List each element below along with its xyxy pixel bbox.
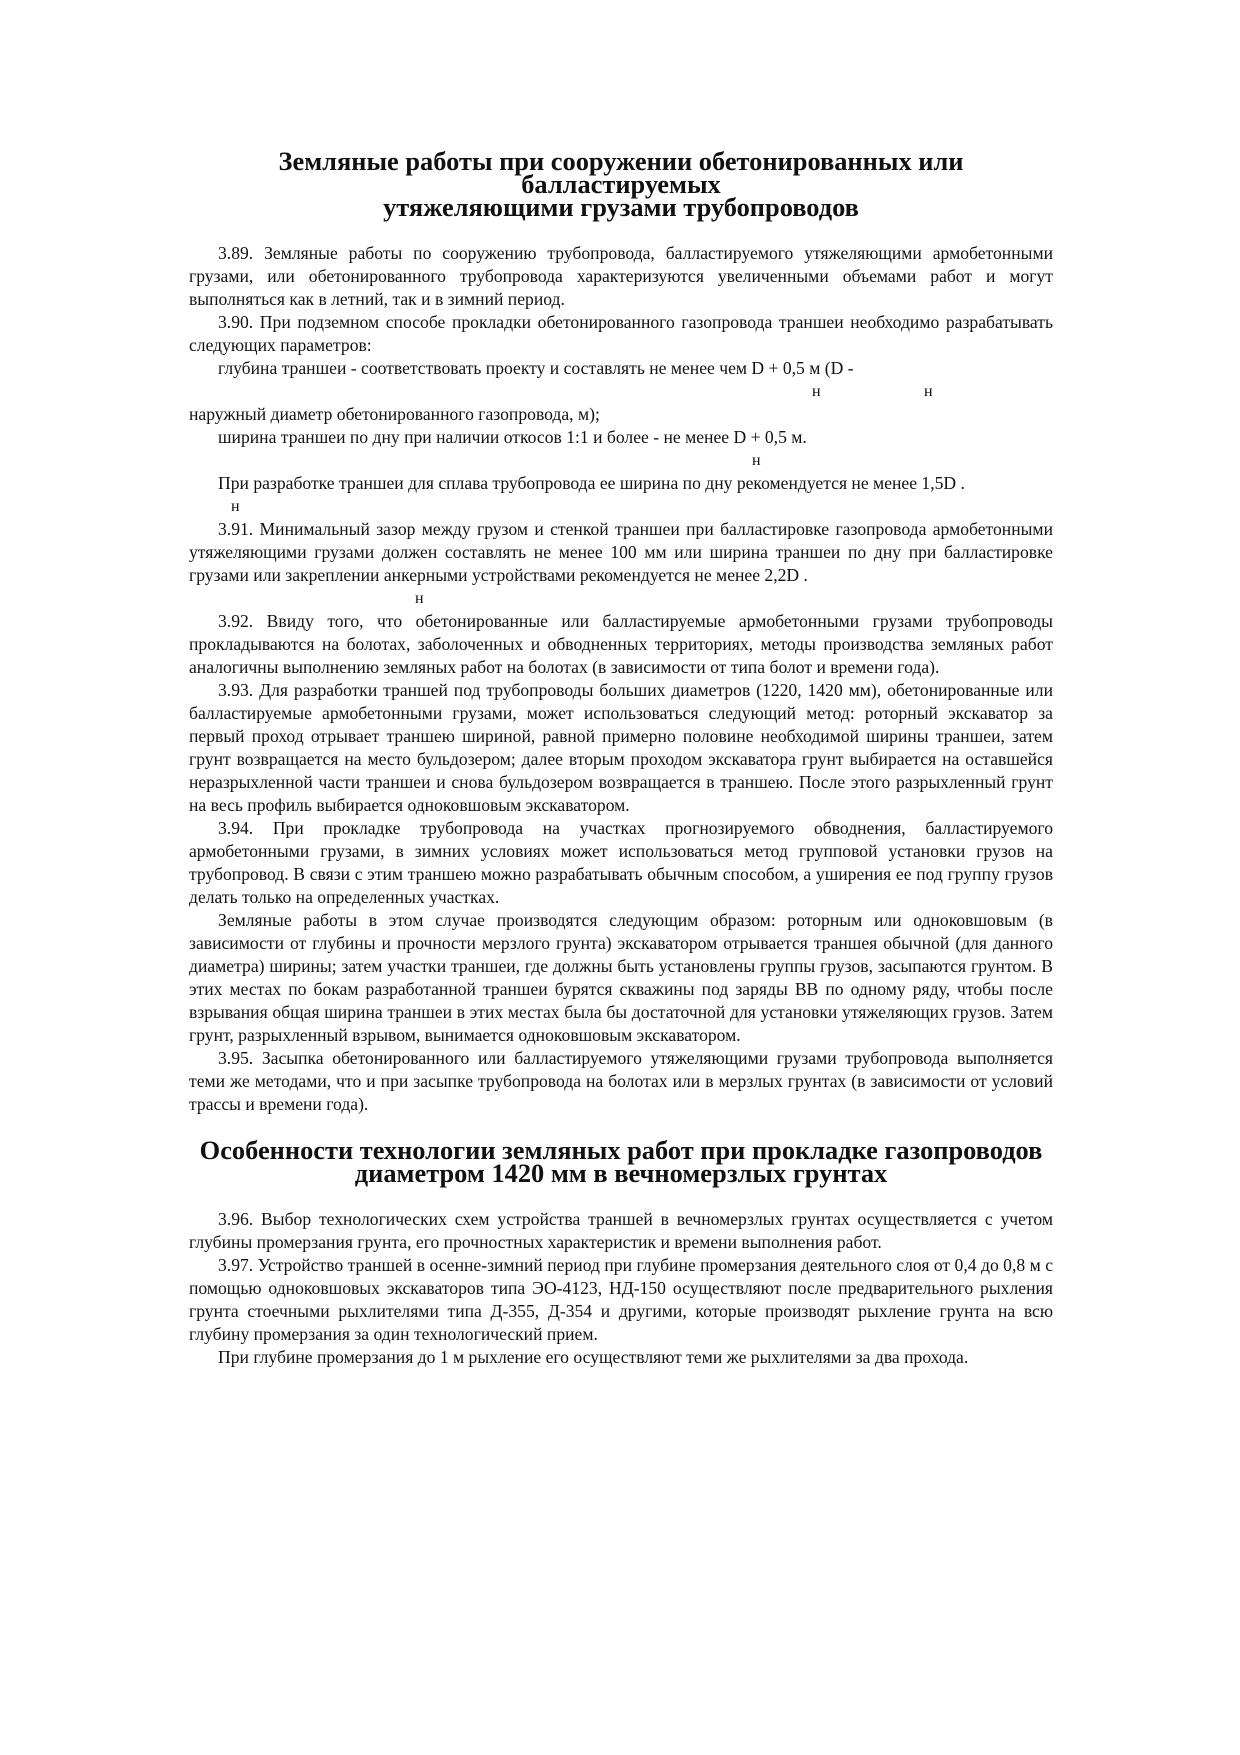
paragraph-trench-width: ширина траншеи по дну при наличии откосов 1:1 и более - не менее D + 0,5 м.: [218, 427, 807, 447]
section-title-line: утяжеляющими грузами трубопроводов: [383, 192, 859, 222]
section-title-ballasted-pipelines: [189, 146, 1053, 222]
section-title-permafrost: [189, 1135, 1053, 1188]
paragraph-3-91: 3.91. Минимальный зазор между грузом и стенкой траншеи при балластировке газопровода армобетонными утяжеляющими грузами должен составлять не менее 100 мм или ширина траншеи по дну при балластировке грузами или закреплении анкерными устройствами рекомендуется не менее 2,2D .: [189, 519, 1053, 585]
subscript-n: н: [231, 498, 240, 515]
subscript-n: н: [752, 452, 761, 469]
section-title-line: Земляные работы при сооружении обетонированных или балластируемых: [278, 146, 964, 199]
section-title-line: Особенности технологии земляных работ при прокладке газопроводов: [199, 1135, 1043, 1165]
subscript-line: [189, 495, 1053, 518]
document-page: [189, 146, 1053, 1369]
paragraph-3-92: 3.92. Ввиду того, что обетонированные или балластируемые армобетонными грузами трубопроводы прокладываются на болотах, заболоченных и обводненных территориях, методы производства земляных работ аналогичны выполнению земляных работ на болотах (в зависимости от типа болот и времени года).: [189, 611, 1053, 677]
subscript-line: [189, 449, 1053, 472]
paragraph-3-95: 3.95. Засыпка обетонированного или балластируемого утяжеляющими грузами трубопровода выполняется теми же методами, что и при засыпке трубопровода на болотах или в мерзлых грунтах (в зависимости от условий трассы и времени года).: [189, 1048, 1053, 1114]
paragraph-float-trench: При разработке траншеи для сплава трубопровода ее ширина по дну рекомендуется не менее 1,5D .: [218, 473, 965, 493]
paragraph-3-93: 3.93. Для разработки траншей под трубопроводы больших диаметров (1220, 1420 мм), обетонированные или балластируемые армобетонными грузами, может использоваться следующий метод: роторный экскаватор за первый проход отрывает траншею шириной, равной примерно половине необходимой ширины траншеи, затем грунт возвращается на место бульдозером; далее вторым проходом экскаватора грунт выбирается на оставшейся неразрыхленной части траншеи и снова бульдозером возвращается в траншею. После этого разрыхленный грунт на весь профиль выбирается одноковшовым экскаватором.: [189, 680, 1053, 815]
paragraph-trench-depth: глубина траншеи - соответствовать проекту и составлять не менее чем D + 0,5 м (D -: [218, 358, 854, 378]
paragraph-3-94: 3.94. При прокладке трубопровода на участках прогнозируемого обводнения, балластируемого армобетонными грузами, в зимних условиях может использоваться метод групповой установки грузов на трубопровод. В связи с этим траншею можно разрабатывать обычным способом, а уширения ее под группу грузов делать только на определенных участках.: [189, 818, 1053, 907]
subscript-n: н: [415, 590, 424, 607]
subscript-n: н: [924, 383, 933, 400]
paragraph-trench-depth-continued: наружный диаметр обетонированного газопровода, м);: [189, 404, 600, 424]
section-title-line: диаметром 1420 мм в вечномерзлых грунтах: [354, 1158, 888, 1188]
subscript-n: н: [812, 383, 821, 400]
paragraph-3-90: 3.90. При подземном способе прокладки обетонированного газопровода траншеи необходимо разрабатывать следующих параметров:: [189, 312, 1053, 355]
spacer: [189, 1185, 1053, 1208]
paragraph-earthworks-method: Земляные работы в этом случае производятся следующим образом: роторным или одноковшовым (в зависимости от глубины и прочности мерзлого грунта) экскаватором отрывается траншея обычной (для данного диаметра) ширины; затем участки траншеи, где должны быть установлены группы грузов, засыпаются грунтом. В этих местах по бокам разработанной траншеи бурятся скважины под заряды ВВ по одному ряду, чтобы после взрывания общая ширина траншеи в этих местах была бы достаточной для установки утяжеляющих грузов. Затем грунт, разрыхленный взрывом, вынимается одноковшовым экскаватором.: [189, 910, 1053, 1045]
paragraph-3-96: 3.96. Выбор технологических схем устройства траншей в вечномерзлых грунтах осуществляется с учетом глубины промерзания грунта, его прочностных характеристик и времени выполнения работ.: [189, 1209, 1053, 1252]
subscript-line: [189, 587, 1053, 610]
subscript-line: [189, 380, 1053, 403]
paragraph-3-97: 3.97. Устройство траншей в осенне-зимний период при глубине промерзания деятельного слоя от 0,4 до 0,8 м с помощью одноковшовых экскаваторов типа ЭО-4123, НД-150 осуществляют после предварительного рыхления грунта стоечными рыхлителями типа Д-355, Д-354 и другими, которые производят рыхление грунта на всю глубину промерзания за один технологический прием.: [189, 1255, 1053, 1344]
spacer: [189, 219, 1053, 242]
paragraph-freezing-depth-1m: При глубине промерзания до 1 м рыхление его осуществляют теми же рыхлителями за два прохода.: [218, 1347, 969, 1367]
paragraph-3-89: 3.89. Земляные работы по сооружению трубопровода, балластируемого утяжеляющими армобетонными грузами, или обетонированного трубопровода характеризуются увеличенными объемами работ и могут выполняться как в летний, так и в зимний период.: [189, 243, 1053, 309]
